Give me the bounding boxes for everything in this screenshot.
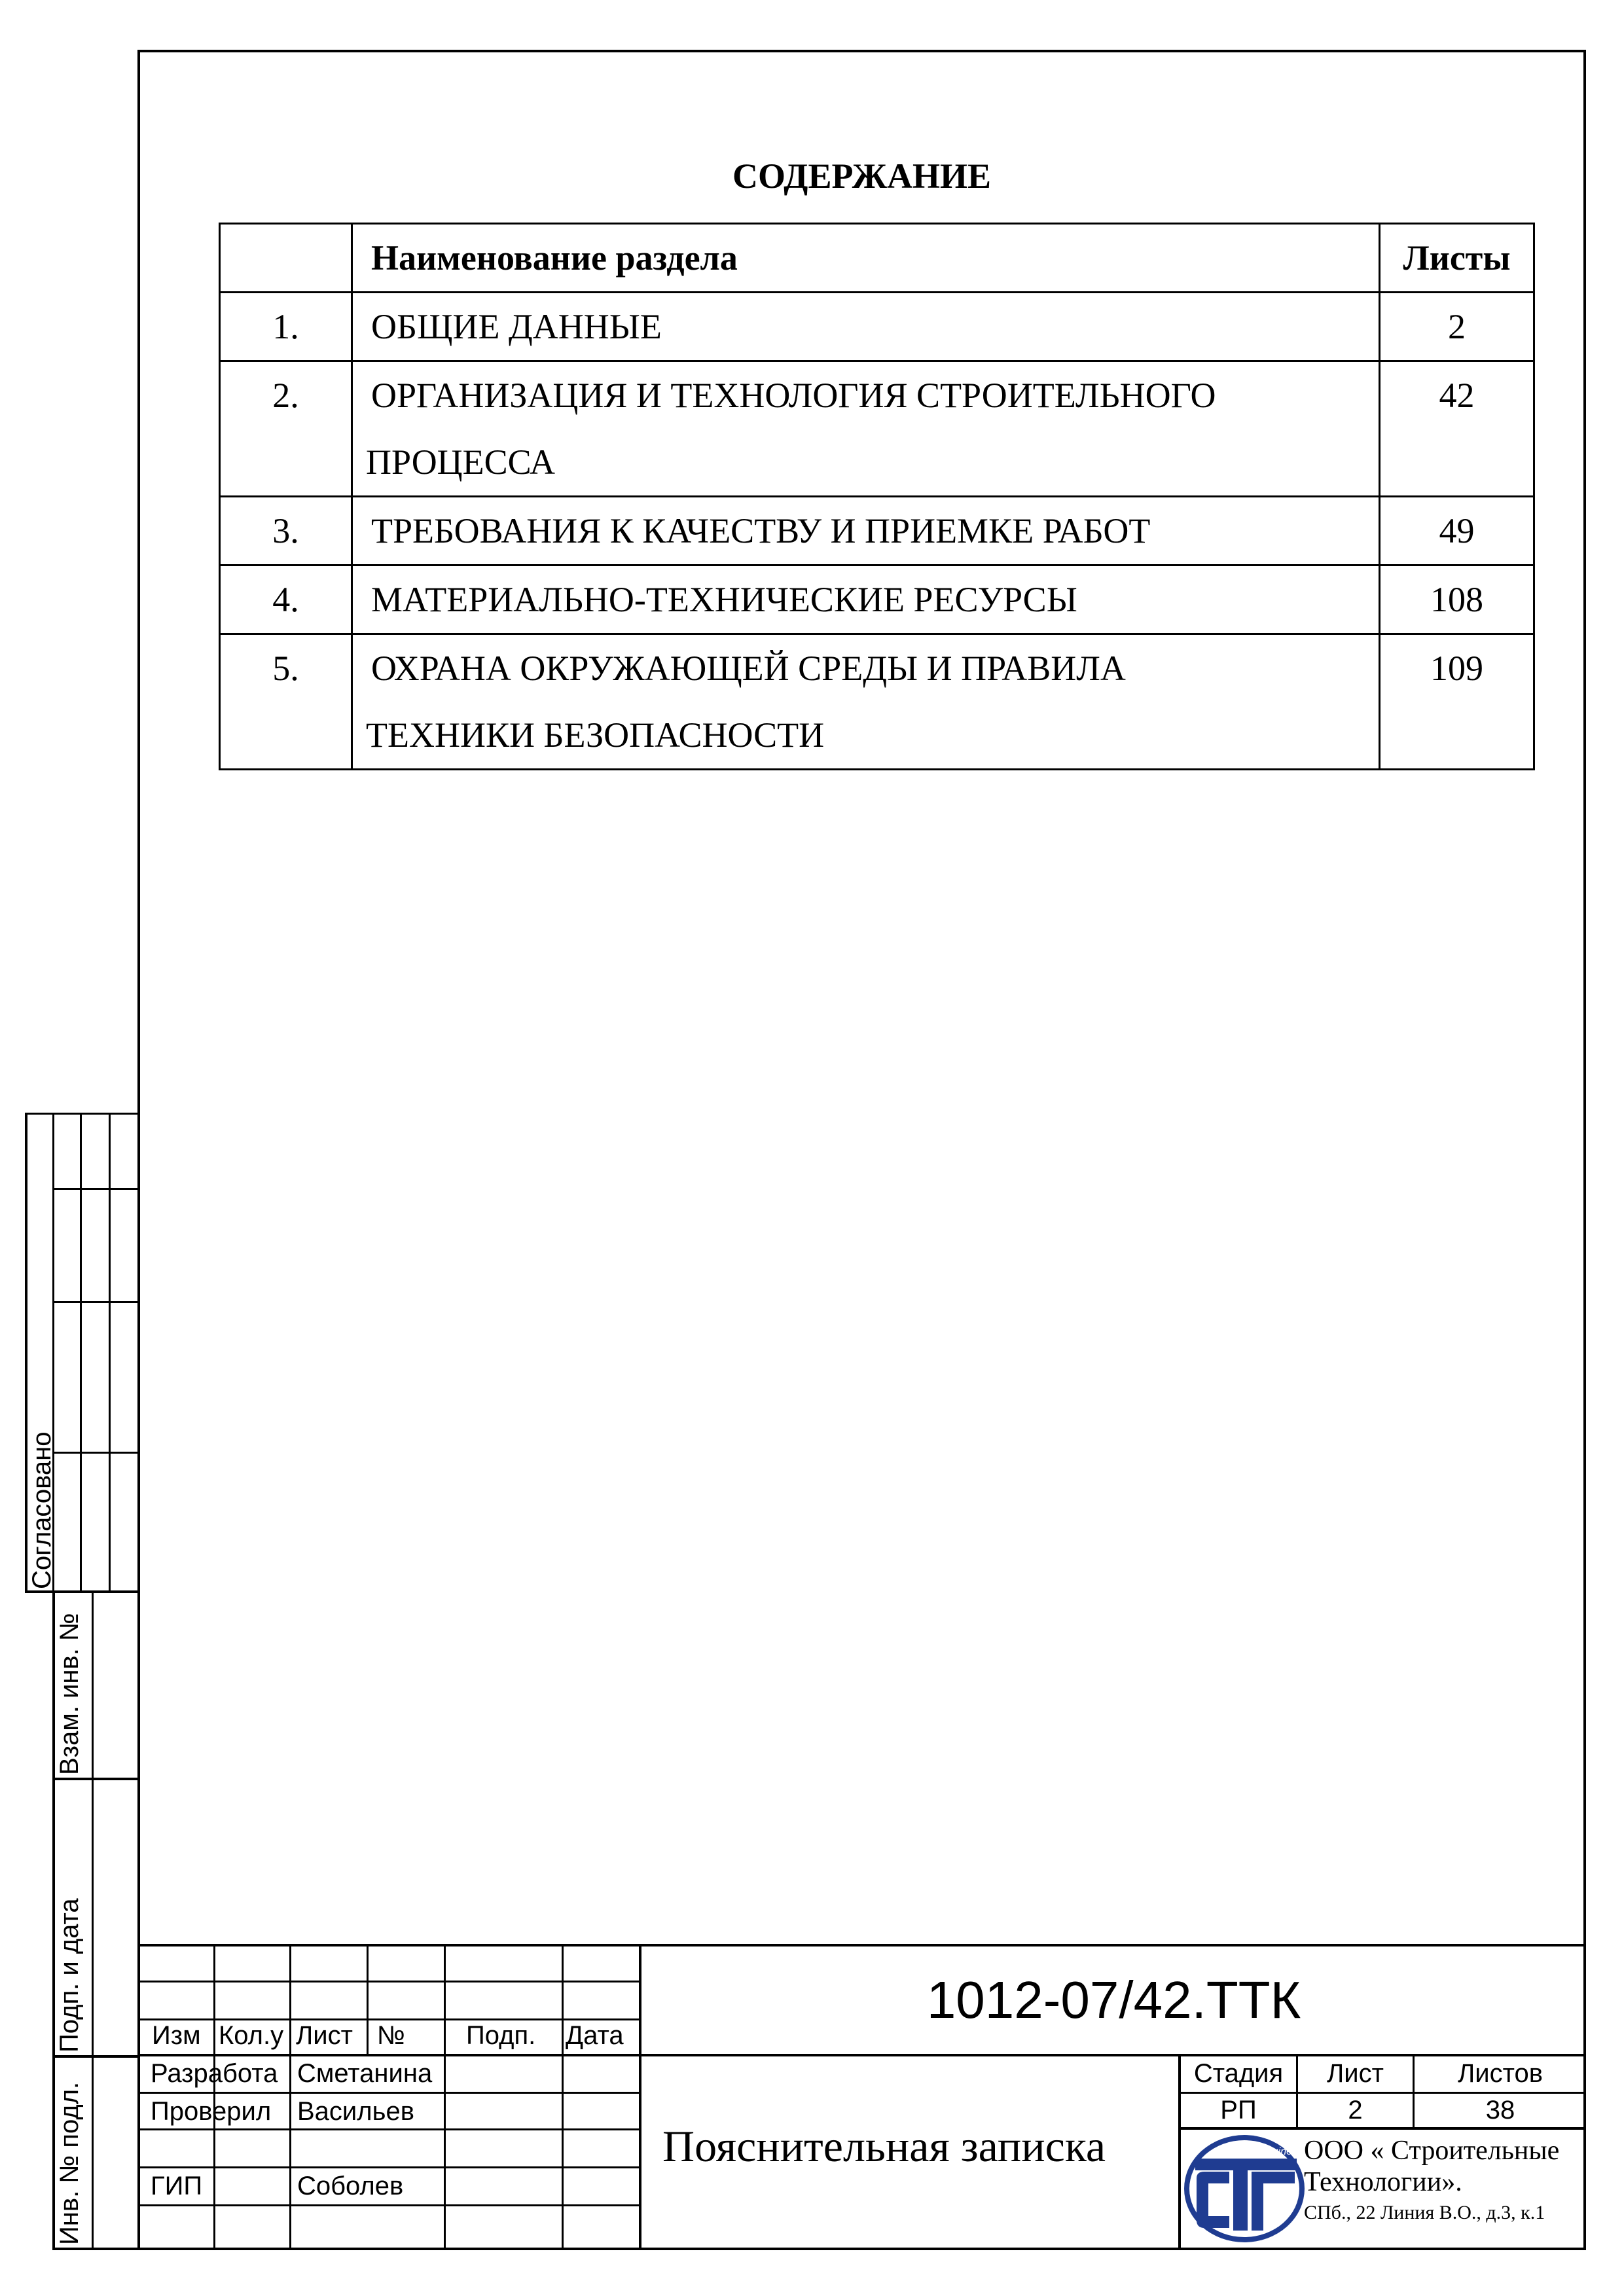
sheets-label: Листов bbox=[1458, 2059, 1543, 2088]
document-title: Пояснительная записка bbox=[662, 2121, 1106, 2171]
row-sheets: 109 bbox=[1380, 634, 1534, 770]
table-row bbox=[220, 293, 1534, 361]
page-title: СОДЕРЖАНИЕ bbox=[732, 156, 991, 196]
sign-date-label: Подп. и дата bbox=[55, 1898, 84, 2053]
name-developer: Сметанина bbox=[297, 2059, 433, 2088]
row-num: 2. bbox=[220, 361, 352, 497]
col-no: № bbox=[377, 2021, 405, 2050]
row-section-name: ТРЕБОВАНИЯ К КАЧЕСТВУ И ПРИЕМКЕ РАБОТ bbox=[352, 497, 1380, 565]
company-logo bbox=[1182, 2132, 1316, 2246]
company-name-line1: ООО « Строительные bbox=[1304, 2136, 1560, 2166]
row-num: 3. bbox=[220, 497, 352, 565]
col-podp: Подп. bbox=[466, 2021, 536, 2050]
table-row bbox=[220, 565, 1534, 634]
table-row bbox=[220, 361, 1534, 497]
row-section-name: МАТЕРИАЛЬНО-ТЕХНИЧЕСКИЕ РЕСУРСЫ bbox=[352, 565, 1380, 634]
col-list: Лист bbox=[296, 2021, 353, 2050]
logo-text: engineering bbox=[1261, 2146, 1316, 2157]
row-num: 4. bbox=[220, 565, 352, 634]
stage-value: РП bbox=[1220, 2096, 1257, 2125]
role-developer: Разработа bbox=[151, 2059, 278, 2088]
row-sheets: 2 bbox=[1380, 293, 1534, 361]
document-code: 1012-07/42.ТТК bbox=[926, 1971, 1301, 2029]
row-section-name: ОРГАНИЗАЦИЯ И ТЕХНОЛОГИЯ СТРОИТЕЛЬНОГО ПРОЦЕССА bbox=[352, 361, 1380, 497]
row-sheets: 49 bbox=[1380, 497, 1534, 565]
col-kolu: Кол.у bbox=[219, 2021, 284, 2050]
col-data: Дата bbox=[566, 2021, 624, 2050]
row-section-name: ОБЩИЕ ДАННЫЕ bbox=[352, 293, 1380, 361]
company-name-line2: Технологии». bbox=[1304, 2167, 1462, 2197]
row-section-name: ОХРАНА ОКРУЖАЮЩЕЙ СРЕДЫ И ПРАВИЛА ТЕХНИКИ БЕЗОПАСНОСТИ bbox=[352, 634, 1380, 770]
header-section-name: Наименование раздела bbox=[352, 224, 1380, 293]
row-sheets: 108 bbox=[1380, 565, 1534, 634]
sheet-label: Лист bbox=[1327, 2059, 1384, 2088]
sheet-value: 2 bbox=[1348, 2096, 1363, 2125]
header-sheets: Листы bbox=[1380, 224, 1534, 293]
stage-label: Стадия bbox=[1193, 2059, 1284, 2088]
col-izm: Изм bbox=[152, 2021, 201, 2050]
agreed-label: Согласовано bbox=[27, 1431, 56, 1589]
row-num: 5. bbox=[220, 634, 352, 770]
name-chief-engineer: Соболев bbox=[297, 2172, 404, 2200]
company-address: СПб., 22 Линия В.О., д.3, к.1 bbox=[1304, 2202, 1545, 2223]
name-checker: Васильев bbox=[297, 2097, 414, 2126]
sheets-value: 38 bbox=[1485, 2096, 1515, 2125]
row-num: 1. bbox=[220, 293, 352, 361]
replaced-inv-label: Взам. инв. № bbox=[55, 1613, 84, 1775]
table-row bbox=[220, 634, 1534, 770]
row-sheets: 42 bbox=[1380, 361, 1534, 497]
header-num bbox=[220, 224, 352, 293]
inv-no-label: Инв. № подл. bbox=[55, 2081, 84, 2245]
table-row bbox=[220, 497, 1534, 565]
table-header-row bbox=[220, 224, 1534, 293]
role-checker: Проверил bbox=[151, 2097, 272, 2126]
contents-table bbox=[219, 223, 1535, 770]
role-chief-engineer: ГИП bbox=[151, 2172, 203, 2200]
